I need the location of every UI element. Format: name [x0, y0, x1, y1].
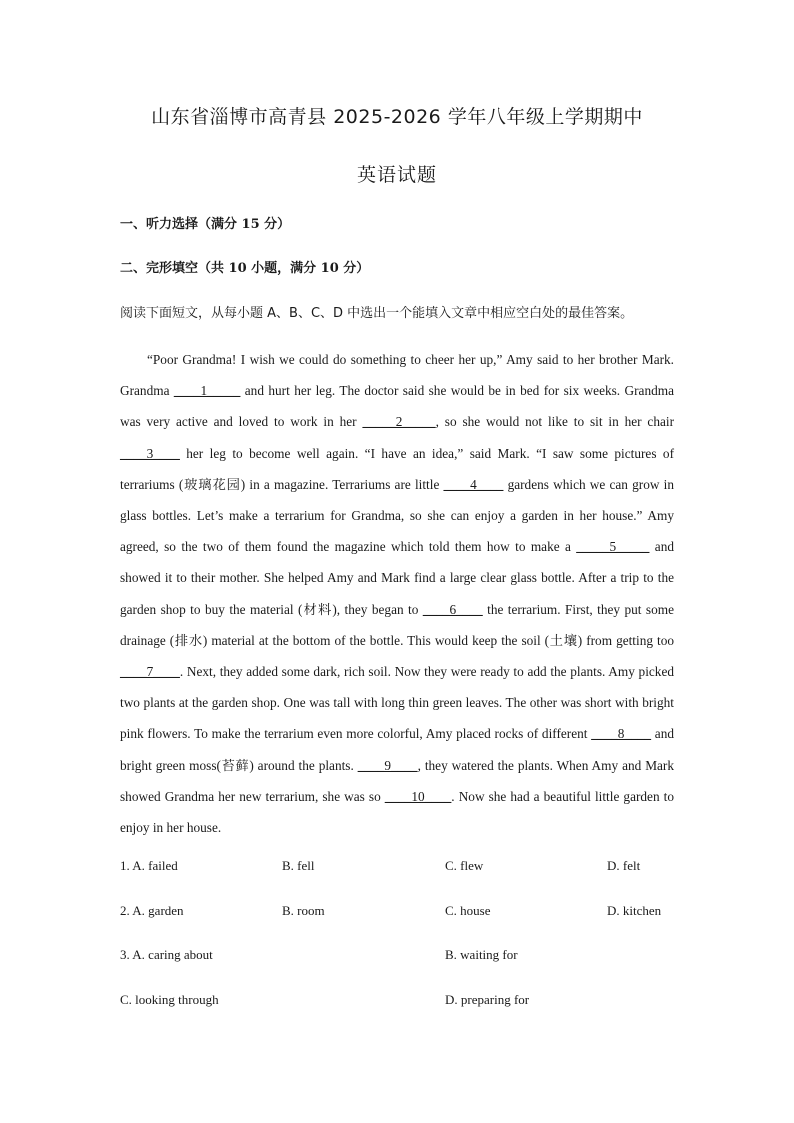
passage-text: , they watered the plants. When Amy and Mark showed Grandma her new terrarium, she was so	[120, 757, 675, 804]
blank-9: ____9____	[357, 757, 418, 773]
blank-4: ____4____	[443, 476, 504, 492]
exam-title: 山东省淄博市高青县 2025-2026 学年八年级上学期期中	[151, 106, 643, 128]
section-heading-cloze: 二、完形填空（共 10 小题，满分 10 分）	[120, 261, 370, 276]
option-3a: 3. A. caring about	[120, 947, 213, 962]
question-3-options-row2	[120, 992, 680, 1037]
option-1a: 1. A. failed	[120, 858, 178, 873]
blank-8: ____8____	[591, 726, 652, 742]
passage-text: , so she would not like to sit in her chair	[435, 414, 674, 430]
option-2a: 2. A. garden	[120, 902, 184, 918]
option-1d: D. felt	[607, 858, 641, 873]
passage-text: and bright green moss(苔藓) around the plants.	[120, 726, 674, 773]
option-3c: C. looking through	[120, 991, 219, 1007]
passage-text: . Now she had a beautiful little garden to enjoy in her house.	[120, 788, 675, 836]
option-1b: B. fell	[282, 858, 315, 873]
passage-text: her leg to become well again. “I have an idea,” said Mark. “I saw some pictures of terrariums (玻璃花园) in a magazine. Terrariums are little	[120, 445, 674, 492]
blank-1: ____1_____	[173, 383, 241, 399]
blank-6: ____6____	[422, 601, 483, 617]
blank-10: ____10____	[384, 788, 452, 804]
question-2-options	[120, 903, 680, 948]
section-heading-listening: 一、听力选择（满分 15 分）	[120, 217, 291, 232]
exam-subtitle: 英语试题	[356, 164, 437, 186]
cloze-passage	[120, 344, 674, 843]
question-1-options	[120, 858, 680, 903]
option-3b: B. waiting for	[445, 947, 518, 962]
answer-options	[120, 858, 680, 1036]
blank-5: _____5_____	[576, 539, 650, 555]
blank-7: ____7____	[120, 664, 180, 680]
passage-text: the terrarium. First, they put some drainage (排水) material at the bottom of the bottle. This would keep the soil (土壤) from getting too	[120, 601, 674, 648]
passage-text: and showed it to their mother. She helped Amy and Mark find a large clear glass bottle. After a trip to the garden shop to buy the material (材料), they began to	[120, 539, 674, 617]
question-3-options-row1	[120, 947, 680, 992]
cloze-instruction: 阅读下面短文，从每小题 A、B、C、D 中选出一个能填入文章中相应空白处的最佳答案。	[120, 306, 634, 321]
option-2d: D. kitchen	[607, 902, 662, 918]
option-3d: D. preparing for	[445, 991, 530, 1007]
passage-text: gardens which we can grow in glass bottles. Let’s make a terrarium for Grandma, so she can enjoy a garden in her house.” Amy agreed, so the two of them found the magazine which told them how to make a	[120, 476, 675, 555]
option-2b: B. room	[282, 902, 325, 918]
blank-3: ____3____	[120, 445, 180, 461]
option-2c: C. house	[445, 902, 491, 918]
passage-text: . Next, they added some dark, rich soil. Now they were ready to add the plants. Amy picked two plants at the garden shop. One was tall with long thin green leaves. The other was short with bright pink flowers. To make the terrarium even more colorful, Amy placed rocks of different	[120, 664, 674, 742]
passage-text: and hurt her leg. The doctor said she would be in bed for six weeks. Grandma was very active and loved to work in her	[120, 383, 674, 430]
option-1c: C. flew	[445, 858, 484, 873]
blank-2: _____2_____	[362, 414, 436, 430]
passage-text: “Poor Grandma! I wish we could do something to cheer her up,” Amy said to her brother Mark. Grandma	[120, 352, 674, 399]
